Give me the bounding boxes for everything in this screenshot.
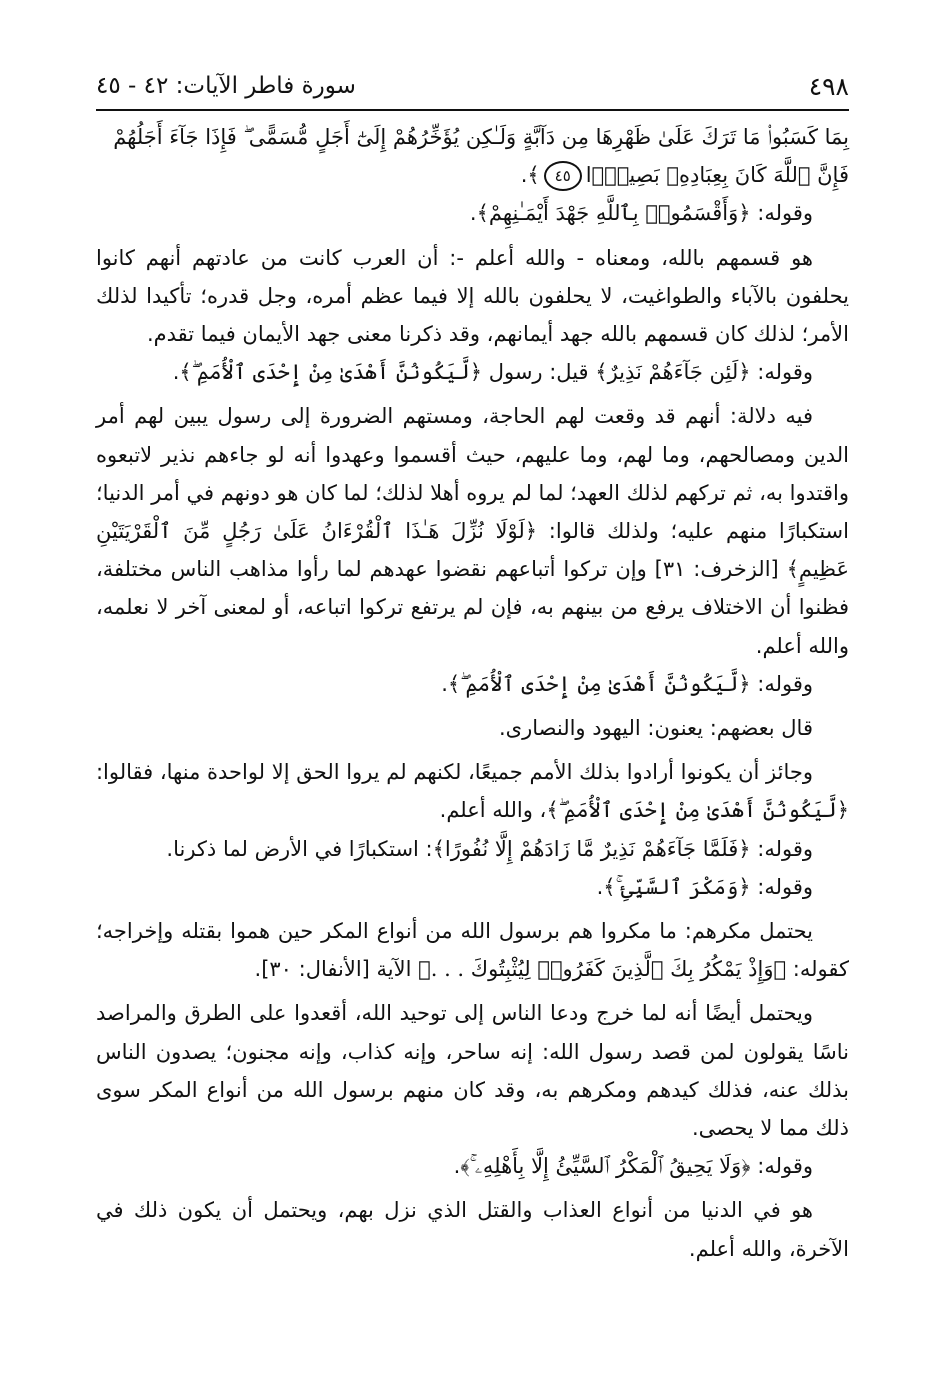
quran-quote: ﴿لَّيَكُونُنَّ أَهْدَىٰ مِنْ إِحْدَى ٱلْأُمَمِ ۖ﴾ <box>546 798 849 823</box>
header-divider <box>96 109 849 111</box>
paragraph: هو قسمهم بالله، ومعناه - والله أعلم -: أن العرب كانت من عادتهم أنهم كانوا يحلفون بالآباء والطواغيت، لا يحلفون بالله إلا فيما عظم أمره، وجل قدره؛ تأكيدا لذلك الأمر؛ لذلك كان قسمهم بالله جهد أيمانهم، وقد ذكرنا معنى جهد الأيمان فيما تقدم. <box>96 245 849 347</box>
quran-quote: ﴿لَّيَكُونُنَّ أَهْدَىٰ مِنْ إِحْدَى ٱلْأُمَمِ ۖ﴾ <box>179 360 483 385</box>
ayah-number-marker: ٤٥ <box>544 161 582 191</box>
text: قيل: رسول <box>482 360 596 385</box>
text: [الزخرف: ٣١] وإن تركوا أتباعهم نقضوا عهدهم لما رأوا مذاهب الناس مختلفة، فظنوا أن الاختلاف يرفع من بينهم به، فإن لم يرتفع تركوا اتباعه، أو لمعنى آخر لا نعلمه، والله أعلم. <box>96 557 849 658</box>
paragraph <box>96 912 849 988</box>
paragraph <box>96 665 849 703</box>
paragraph <box>96 353 849 391</box>
quran-quote: ﴿لَئِن جَآءَهُمْ نَذِيرٌ﴾ <box>595 360 751 385</box>
text: وقوله: <box>750 836 813 861</box>
page-header <box>96 66 849 106</box>
text: الآية [الأنفال: ٣٠]. <box>254 957 419 982</box>
paragraph <box>96 868 849 906</box>
text: فيه دلالة: أنهم قد وقعت لهم الحاجة، ومستهم الضرورة إلى رسول يبين لهم أمر الدين ومصالحهم، وما لهم، وما عليهم، حيث أقسموا وعهدوا أنه لو جاءهم نذير لاتبعوه واقتدوا به، ثم تركهم لذلك العهد؛ لما لم يروه أهلا لذلك؛ لما كان هو دونهم في أمر الدنيا؛ استكبارًا منهم عليه؛ ولذلك قالوا: <box>96 404 849 544</box>
paragraph <box>96 753 849 829</box>
text: وقوله: <box>750 360 813 385</box>
text: وجائز أن يكونوا أرادوا بذلك الأمم جميعًا، لكنهم لم يروا الحق إلا لواحدة منها، فقالوا: <box>95 760 813 785</box>
verse-line <box>96 118 849 156</box>
surah-title: سورة فاطر الآيات: ٤٢ - ٤٥ <box>96 73 356 99</box>
paragraph <box>96 397 849 664</box>
text: . <box>469 201 477 226</box>
page-number: ٤٩٨ <box>808 71 849 101</box>
paragraph <box>96 194 849 232</box>
text: . <box>172 360 180 385</box>
text: . <box>441 671 448 696</box>
quran-verse: بِمَا كَسَبُوا۟ مَا تَرَكَ عَلَىٰ ظَهْرِهَا مِن دَآبَّةٍ وَلَـٰكِن يُؤَخِّرُهُمْ إِلَىٰٓ أَجَلٍ مُّسَمًّى ۖ فَإِذَا جَآءَ أَجَلُهُمْ <box>113 125 849 149</box>
page-body <box>96 118 849 1268</box>
quran-quote: ﴿وَإِذْ يَمْكُرُ بِكَ ٱلَّذِينَ كَفَرُوا۟ لِيُثْبِتُوكَ . . .﴾ <box>418 957 787 982</box>
text: ، والله أعلم. <box>439 798 547 823</box>
verse-end: ﴾. <box>520 163 540 188</box>
text: . <box>453 1154 461 1179</box>
text: وقوله: <box>750 201 813 226</box>
paragraph <box>96 1147 849 1185</box>
quran-quote: ﴿فَلَمَّا جَآءَهُمْ نَذِيرٌ مَّا زَادَهُمْ إِلَّا نُفُورًا﴾ <box>432 836 751 861</box>
paragraph <box>96 830 849 868</box>
text: وقوله: <box>750 671 813 696</box>
quran-quote: ﴿وَلَا يَحِيقُ ٱلْمَكْرُ ٱلسَّيِّئُ إِلَّا بِأَهْلِهِۦ ۚ﴾ <box>460 1154 751 1179</box>
text: وقوله: <box>750 1154 813 1179</box>
paragraph: قال بعضهم: يعنون: اليهود والنصارى. <box>499 716 813 741</box>
quran-quote: ﴿وَمَكْرَ ٱلسَّيِّئِ ۚ﴾ <box>603 874 751 899</box>
paragraph: ويحتمل أيضًا أنه لما خرج ودعا الناس إلى توحيد الله، أقعدوا على الطرق والمراصد ناسًا يقولون لمن قصد رسول الله: إنه ساحر، وإنه كذاب، وإنه مجنون؛ يصدون الناس بذلك عنه، فذلك كيدهم ومكرهم به، وقد كان منهم برسول الله من أنواع المكر سوى ذلك مما لا يحصى. <box>96 1001 849 1141</box>
text: يحتمل مكرهم: ما مكروا هم برسول الله من أنواع المكر حين هموا بقتله وإخراجه؛ كقوله: <box>96 919 849 982</box>
text: وقوله: <box>750 874 813 899</box>
text: . <box>596 874 604 899</box>
quran-verse: فَإِنَّ ٱللَّهَ كَانَ بِعِبَادِهِۦ بَصِيرًۢا <box>585 163 849 188</box>
paragraph: هو في الدنيا من أنواع العذاب والقتل الذي نزل بهم، ويحتمل أن يكون ذلك في الآخرة، والله أعلم. <box>96 1198 849 1261</box>
text: : استكبارًا في الأرض لما ذكرنا. <box>166 836 433 861</box>
quran-quote: ﴿وَأَقْسَمُوا۟ بِٱللَّهِ جَهْدَ أَيْمَـٰنِهِمْ﴾ <box>476 201 751 226</box>
quran-quote: ﴿لَّيَكُونُنَّ أَهْدَىٰ مِنْ إِحْدَى ٱلْأُمَمِ ۖ﴾ <box>447 671 751 696</box>
verse-line <box>96 156 849 194</box>
quran-quote: ﴿لَوْلَا نُزِّلَ هَـٰذَا ٱلْقُرْءَانُ عَلَىٰ رَجُلٍ مِّنَ ٱلْقَرْيَتَيْنِ عَظِيمٍ﴾ <box>96 519 849 582</box>
